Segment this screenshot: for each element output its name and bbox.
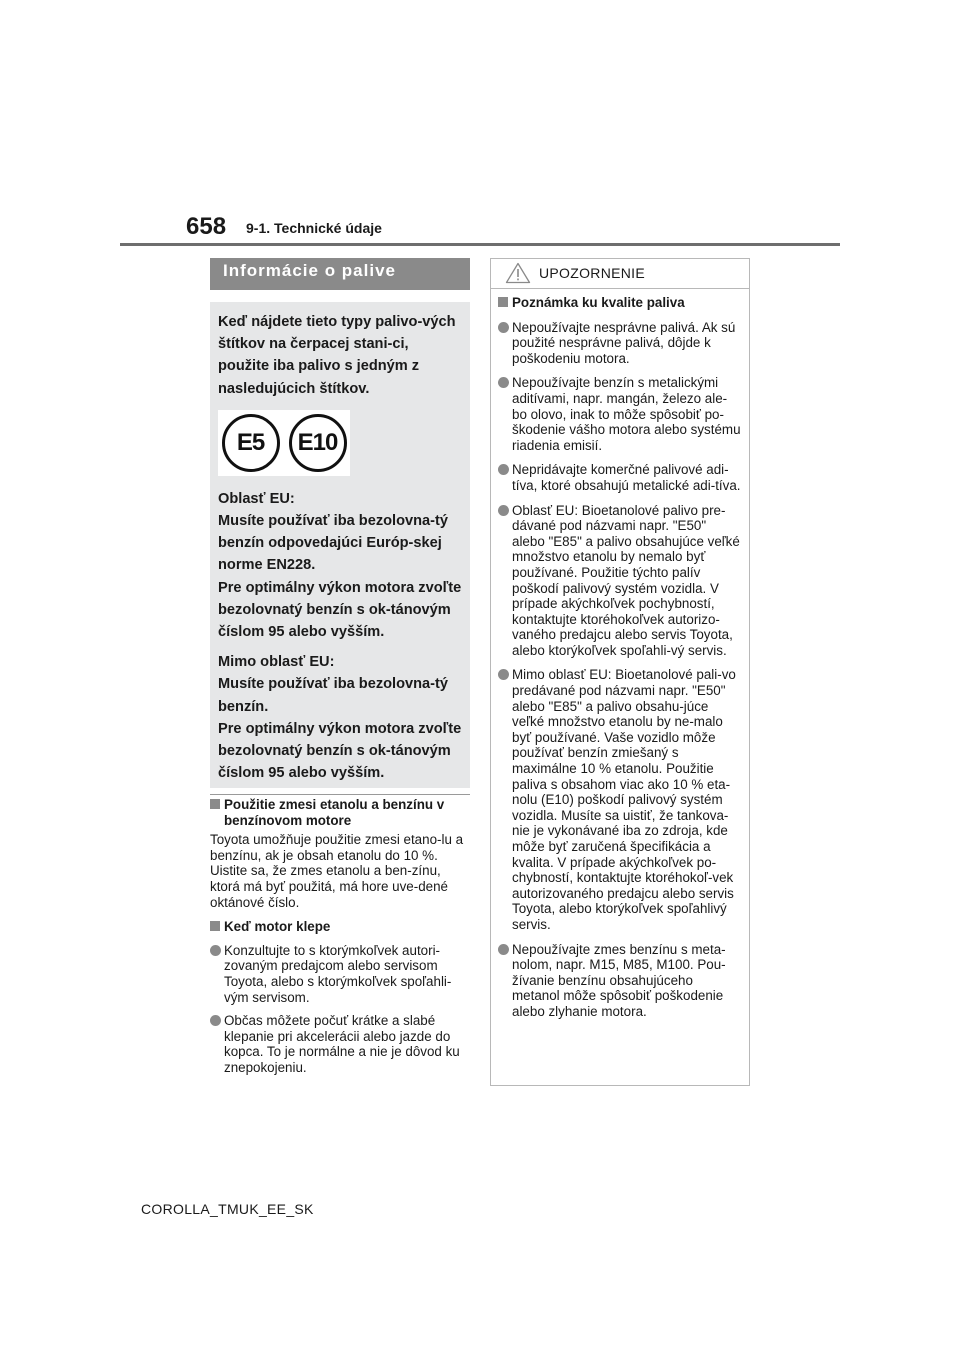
eu-heading: Oblasť EU: bbox=[218, 490, 295, 507]
header-divider bbox=[120, 243, 840, 246]
warning-body bbox=[491, 289, 749, 1020]
section-title: 9-1. Technické údaje bbox=[246, 220, 382, 236]
non-eu-requirement: Musíte používať iba bezolovna-tý benzín. bbox=[218, 676, 448, 715]
warning-title: UPOZORNENIE bbox=[539, 265, 645, 281]
left-column-divider bbox=[210, 794, 470, 795]
warning-box bbox=[490, 258, 750, 1086]
eu-recommendation: Pre optimálny výkon motora zvoľte bezolovnatý benzín s ok-tánovým číslom 95 alebo vyšším. bbox=[218, 579, 462, 641]
fuel-info-intro: Keď nájdete tieto typy palivo-vých štítkov na čerpacej stani-ci, použite iba palivo s jedným z nasledujúcich štítkov. bbox=[218, 314, 456, 397]
fuel-label-e10 bbox=[285, 410, 350, 476]
fuel-info-body bbox=[210, 302, 470, 788]
warning-bullet: Nepridávajte komerčné palivové adi-tíva, ktoré obsahujú metalické adi-tíva. bbox=[498, 462, 741, 493]
warning-header bbox=[491, 259, 749, 289]
knock-heading: Keď motor klepe bbox=[210, 919, 472, 935]
page-number: 658 bbox=[186, 213, 227, 240]
left-column-text bbox=[210, 797, 472, 1076]
warning-bullet: Oblasť EU: Bioetanolové palivo pre-dávané pod názvami napr. "E50" alebo "E85" a palivo obsahujúce veľké množstvo etanolu by nemalo byť používané. Použitie týchto palív poškodí palivový systém vozidla. V prípade akýchkoľvek pochybností, kontaktujte ktoréhokoľvek autorizo-vaného predajcu alebo servis Toyota, alebo ktorýkoľvek spoľahli-vý servis. bbox=[498, 503, 741, 659]
fuel-label-e10-text: E10 bbox=[289, 414, 347, 472]
warning-bullet: Nepoužívajte benzín s metalickými aditívami, napr. mangán, železo ale-bo olovo, inak to môže spôsobiť po-škodenie vášho motora alebo systému riadenia emisií. bbox=[498, 375, 741, 453]
ethanol-heading: Použitie zmesi etanolu a benzínu v benzínovom motore bbox=[210, 797, 472, 828]
footer-code: COROLLA_TMUK_EE_SK bbox=[141, 1201, 314, 1217]
warning-triangle-icon bbox=[505, 262, 531, 284]
fuel-info-title: Informácie o palive bbox=[210, 258, 470, 290]
warning-bullet: Nepoužívajte nesprávne palivá. Ak sú použité nesprávne palivá, dôjde k poškodeniu motora. bbox=[498, 320, 741, 367]
fuel-info-box bbox=[210, 258, 470, 788]
fuel-labels bbox=[218, 410, 350, 476]
warning-bullet: Nepoužívajte zmes benzínu s meta-nolom, napr. M15, M85, M100. Pou-žívanie benzínu obsahujúceho metanol môže spôsobiť poškodenie alebo zlyhanie motora. bbox=[498, 942, 741, 1020]
ethanol-paragraph: Toyota umožňuje použitie zmesi etano-lu a benzínu, ak je obsah etanolu do 10 %. Uistite sa, že zmes etanolu a ben-zínu, ktorá má byť použitá, má hore uve-dené oktánové číslo. bbox=[210, 832, 464, 910]
eu-requirement: Musíte používať iba bezolovna-tý benzín odpovedajúci Európ-skej norme EN228. bbox=[218, 513, 448, 574]
non-eu-recommendation: Pre optimálny výkon motora zvoľte bezolovnatý benzín s ok-tánovým číslom 95 alebo vyšším. bbox=[218, 720, 462, 782]
fuel-label-e5 bbox=[218, 410, 283, 476]
warning-bullet: Mimo oblasť EU: Bioetanolové pali-vo predávané pod názvami napr. "E50" alebo "E85" a palivo obsahu-júce veľké množstvo etanolu by ne-malo byť používané. Vaše vozidlo môže používať benzín zmiešaný s maximálne 10 % etanolu. Použitie paliva s obsahom viac ako 10 % eta-nolu (E10) poškodí palivový systém vozidla. Musíte sa uistiť, že tankova-nie je vykonávané iba zo zdroja, kde môže byť zaručená špecifikácia a kvalita. V prípade akýchkoľvek po-chybností, kontaktujte ktoréhokoľ-vek autorizovaného predajcu alebo servis Toyota, alebo ktorýkoľvek spoľahlivý servis. bbox=[498, 667, 741, 932]
knock-bullet: Občas môžete počuť krátke a slabé klepanie pri akcelerácii alebo jazde do kopca. To je normálne a nie je dôvod ku znepokojeniu. bbox=[210, 1013, 472, 1075]
knock-bullet: Konzultujte to s ktorýmkoľvek autori-zovaným predajcom alebo servisom Toyota, alebo s ktorýmkoľvek spoľahli-vým servisom. bbox=[210, 943, 472, 1005]
non-eu-heading: Mimo oblasť EU: bbox=[218, 654, 335, 671]
warning-heading: Poznámka ku kvalite paliva bbox=[498, 295, 741, 311]
fuel-label-e5-text: E5 bbox=[222, 414, 280, 472]
